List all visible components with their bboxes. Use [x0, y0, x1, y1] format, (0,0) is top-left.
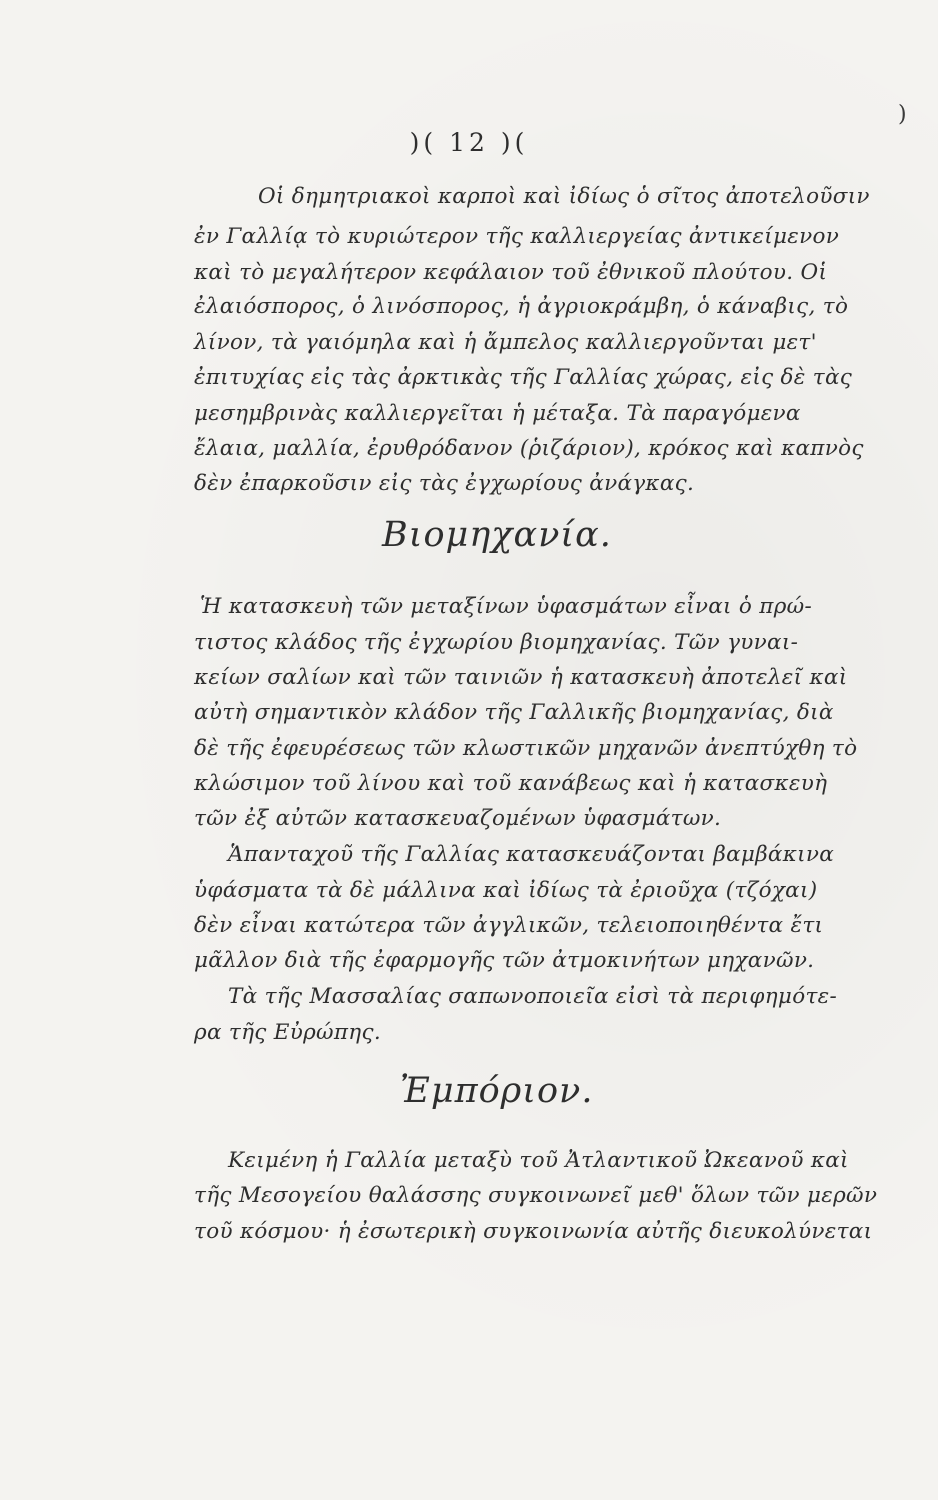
margin-mark: ): [898, 102, 907, 127]
text-line: ρα τῆς Εὐρώπης.: [194, 1020, 381, 1045]
text-line: δὲν ἐπαρκοῦσιν εἰς τὰς ἐγχωρίους ἀνάγκας.: [194, 471, 695, 496]
text-line: λίνον, τὰ γαιόμηλα καὶ ἡ ἄμπελος καλλιεργοῦνται μετ': [194, 330, 817, 355]
section-heading-industry: Βιομηχανία.: [382, 515, 612, 555]
page-number: )( 12 )(: [409, 128, 529, 157]
text-line: Οἱ δημητριακοὶ καρποὶ καὶ ἰδίως ὁ σῖτος ἀποτελοῦσιν: [258, 184, 870, 209]
section-heading-commerce: Ἐμπόριον.: [400, 1071, 594, 1111]
text-line: μᾶλλον διὰ τῆς ἐφαρμογῆς τῶν ἀτμοκινήτων μηχανῶν.: [194, 948, 815, 973]
text-line: τοῦ κόσμου· ἡ ἐσωτερικὴ συγκοινωνία αὐτῆς διευκολύνεται: [194, 1219, 873, 1244]
text-line: ἐν Γαλλίᾳ τὸ κυριώτερον τῆς καλλιεργείας ἀντικείμενον: [194, 224, 840, 249]
text-line: τῶν ἐξ αὐτῶν κατασκευαζομένων ὑφασμάτων.: [194, 806, 722, 831]
text-line: δὲ τῆς ἐφευρέσεως τῶν κλωστικῶν μηχανῶν ἀνεπτύχθη τὸ: [194, 736, 858, 761]
text-line: Κειμένη ἡ Γαλλία μεταξὺ τοῦ Ἀτλαντικοῦ Ὠκεανοῦ καὶ: [228, 1148, 849, 1173]
text-line: τιστος κλάδος τῆς ἐγχωρίου βιομηχανίας. Τῶν γυναι-: [194, 630, 799, 655]
text-line: Ἡ κατασκευὴ τῶν μεταξίνων ὑφασμάτων εἶναι ὁ πρώ-: [200, 594, 813, 619]
text-line: ὑφάσματα τὰ δὲ μάλλινα καὶ ἰδίως τὰ ἐριοῦχα (τζόχαι): [194, 878, 818, 903]
text-line: κείων σαλίων καὶ τῶν ταινιῶν ἡ κατασκευὴ ἀποτελεῖ καὶ: [194, 665, 848, 690]
text-line: αὐτὴ σημαντικὸν κλάδον τῆς Γαλλικῆς βιομηχανίας, διὰ: [194, 700, 834, 725]
text-line: τῆς Μεσογείου θαλάσσης συγκοινωνεῖ μεθ' ὅλων τῶν μερῶν: [194, 1183, 878, 1208]
text-line: ἐπιτυχίας εἰς τὰς ἀρκτικὰς τῆς Γαλλίας χώρας, εἰς δὲ τὰς: [194, 365, 853, 390]
text-line: καὶ τὸ μεγαλήτερον κεφάλαιον τοῦ ἐθνικοῦ πλούτου. Οἱ: [194, 260, 828, 285]
text-line: κλώσιμον τοῦ λίνου καὶ τοῦ κανάβεως καὶ ἡ κατασκευὴ: [194, 771, 828, 796]
text-line: ἔλαια, μαλλία, ἐρυθρόδανον (ῥιζάριον), κρόκος καὶ καπνὸς: [194, 436, 864, 461]
text-line: δὲν εἶναι κατώτερα τῶν ἀγγλικῶν, τελειοποιηθέντα ἔτι: [194, 913, 824, 938]
text-line: μεσημβρινὰς καλλιεργεῖται ἡ μέταξα. Τὰ παραγόμενα: [194, 401, 801, 426]
text-line: ἐλαιόσπορος, ὁ λινόσπορος, ἡ ἀγριοκράμβη, ὁ κάναβις, τὸ: [194, 294, 849, 319]
text-line: Τὰ τῆς Μασσαλίας σαπωνοποιεῖα εἰσὶ τὰ περιφημότε-: [228, 984, 838, 1009]
text-line: Ἁπανταχοῦ τῆς Γαλλίας κατασκευάζονται βαμβάκινα: [228, 842, 835, 867]
